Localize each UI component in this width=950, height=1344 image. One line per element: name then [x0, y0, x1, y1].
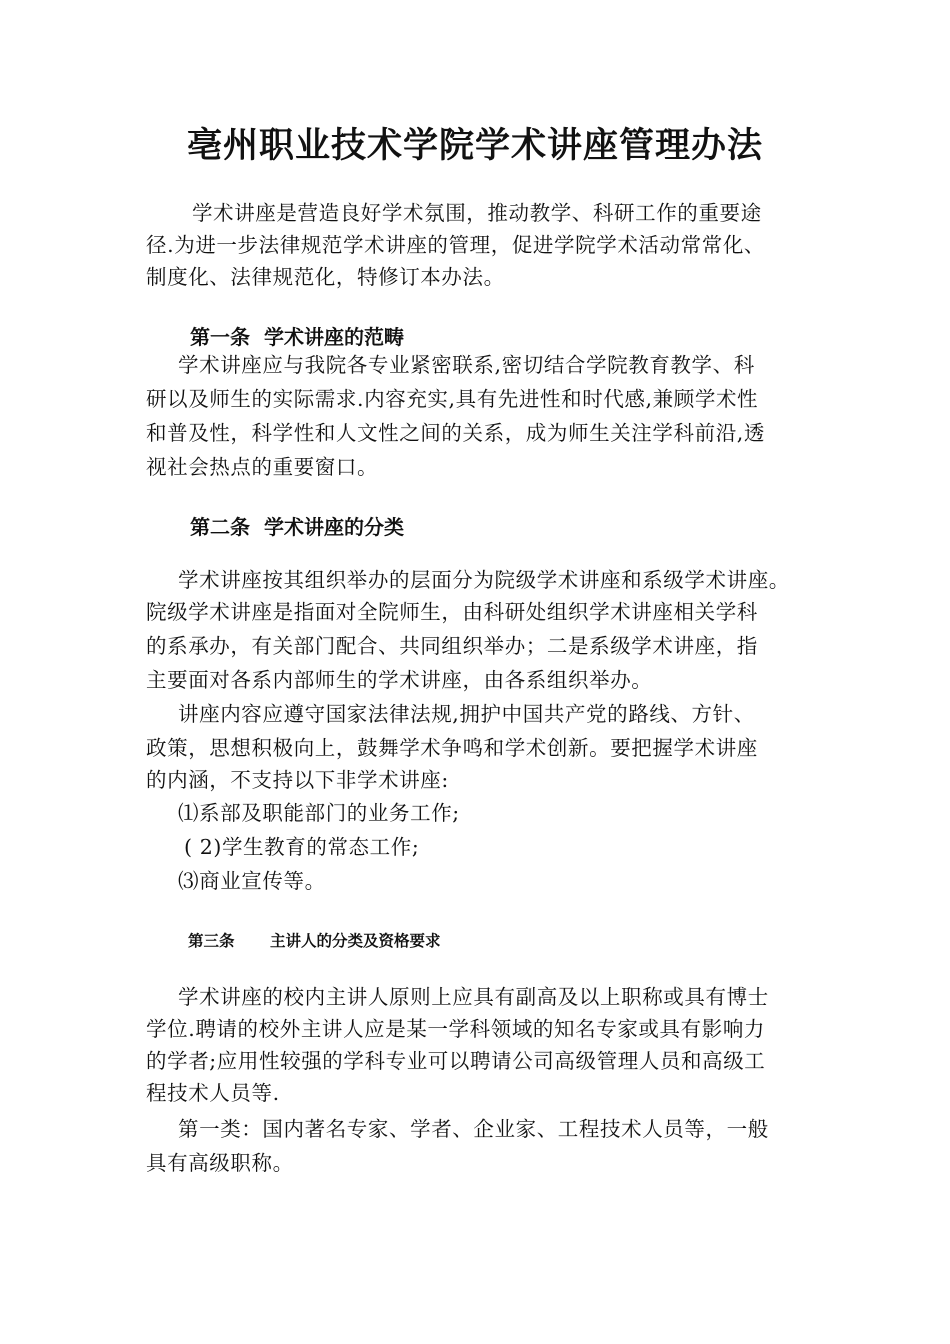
article-2-line: 政策，思想积极向上，鼓舞学术争鸣和学术创新。要把握学术讲座: [146, 736, 758, 760]
article-3-line: 程技术人员等.: [146, 1081, 280, 1105]
article-2-number: 第二条: [190, 515, 250, 539]
article-2-line: 院级学术讲座是指面对全院师生，由科研处组织学术讲座相关学科: [146, 600, 758, 624]
article-3-line: 的学者;应用性较强的学科专业可以聘请公司高级管理人员和高级工: [146, 1049, 766, 1073]
article-3-heading: [188, 929, 441, 951]
article-2-line: 主要面对各系内部师生的学术讲座，由各系组织举办。: [146, 668, 653, 692]
article-3-number: 第三条: [188, 932, 235, 950]
article-1-line: 和普及性，科学性和人文性之间的关系，成为师生关注学科前沿,透: [146, 421, 766, 445]
article-2-title: 学术讲座的分类: [264, 515, 404, 539]
article-2-list-item: ⑶商业宣传等。: [178, 869, 326, 893]
article-1-title: 学术讲座的范畴: [264, 325, 404, 349]
article-3-line: 第一类：国内著名专家、学者、企业家、工程技术人员等，一般: [178, 1117, 769, 1141]
article-2-list-item: ⑴系部及职能部门的业务工作;: [178, 801, 460, 825]
article-2-line: 的系承办，有关部门配合、共同组织举办；二是系级学术讲座，指: [146, 634, 758, 658]
intro-line: 制度化、法律规范化，特修订本办法。: [146, 265, 505, 289]
document-title: 亳州职业技术学院学术讲座管理办法: [186, 126, 763, 166]
article-2-heading: [190, 511, 404, 540]
article-1-line: 研以及师生的实际需求.内容充实,具有先进性和时代感,兼顾学术性: [146, 387, 759, 411]
article-2-line: 讲座内容应遵守国家法律法规,拥护中国共产党的路线、方针、: [178, 702, 755, 726]
article-1-line: 视社会热点的重要窗口。: [146, 455, 379, 479]
article-3-line: 具有高级职称。: [146, 1151, 294, 1175]
article-1-number: 第一条: [190, 325, 250, 349]
article-3-title: 主讲人的分类及资格要求: [270, 932, 441, 950]
article-2-list-item: ( 2)学生教育的常态工作;: [184, 835, 420, 859]
intro-line: 学术讲座是营造良好学术氛围，推动教学、科研工作的重要途: [192, 201, 762, 225]
article-2-line: 学术讲座按其组织举办的层面分为院级学术讲座和系级学术讲座。: [178, 568, 790, 592]
article-3-line: 学术讲座的校内主讲人原则上应具有副高及以上职称或具有博士: [178, 985, 769, 1009]
article-1-heading: [190, 321, 404, 350]
article-3-line: 学位.聘请的校外主讲人应是某一学科领域的知名专家或具有影响力: [146, 1017, 766, 1041]
article-2-line: 的内涵，不支持以下非学术讲座:: [146, 768, 449, 792]
article-1-line: 学术讲座应与我院各专业紧密联系,密切结合学院教育教学、科: [178, 353, 755, 377]
intro-line: 径.为进一步法律规范学术讲座的管理，促进学院学术活动常常化、: [146, 233, 766, 257]
